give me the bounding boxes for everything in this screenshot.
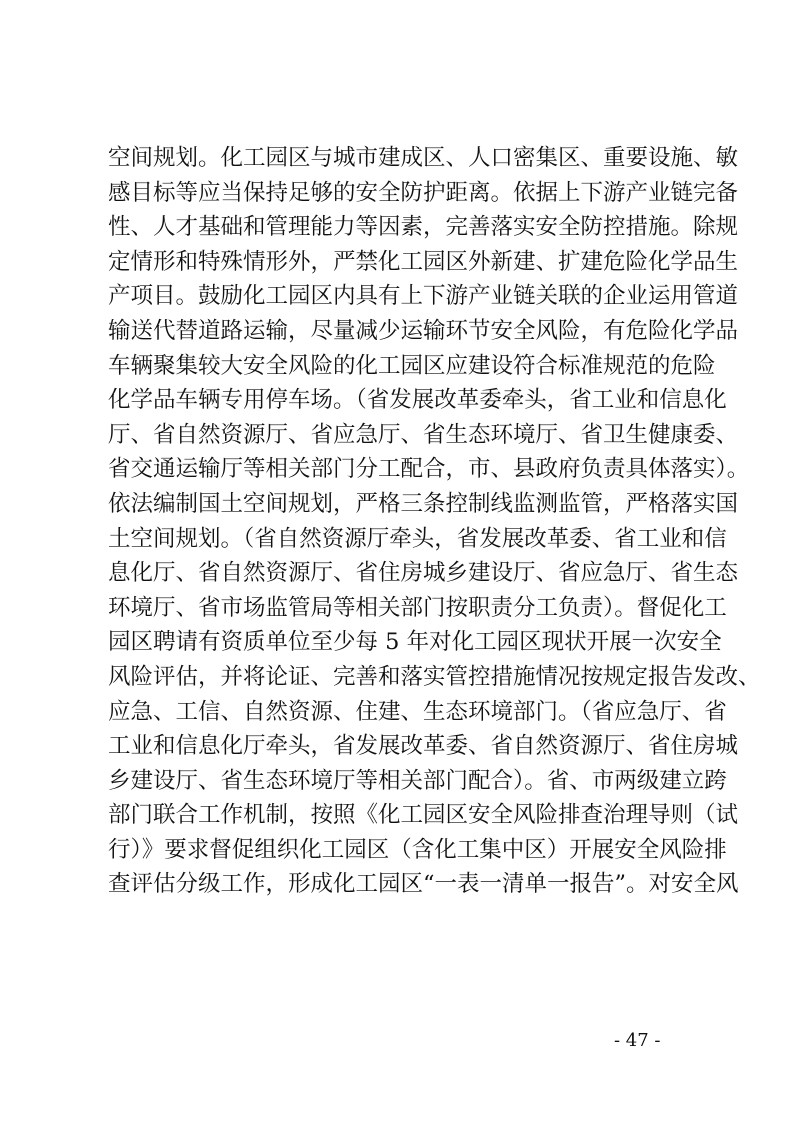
text-line: 工业和信息化厅牵头，省发展改革委、省自然资源厅、省住房城 — [108, 733, 739, 760]
text-line: 土空间规划。（省自然资源厅牵头，省发展改革委、省工业和信 — [108, 525, 727, 552]
text-line: 风险评估，并将论证、完善和落实管控措施情况按规定报告发改、 — [108, 663, 761, 690]
text-line: 查评估分级工作，形成化工园区“一表一清单一报告”。对安全风 — [108, 871, 739, 898]
text-line: 环境厅、省市场监管局等相关部门按职责分工负责）。督促化工 — [108, 594, 727, 621]
page-number: - 47 - — [614, 1030, 661, 1051]
text-line: 化学品车辆专用停车场。（省发展改革委牵头，省工业和信息化 — [108, 387, 727, 414]
text-line: 乡建设厅、省生态环境厅等相关部门配合）。省、市两级建立跨 — [108, 767, 727, 794]
text-line: 车辆聚集较大安全风险的化工园区应建设符合标准规范的危险 — [108, 352, 716, 379]
text-line: 省交通运输厅等相关部门分工配合，市、县政府负责具体落实）。 — [108, 456, 750, 483]
text-line: 部门联合工作机制，按照《化工园区安全风险排查治理导则（试 — [108, 802, 739, 829]
text-line: 性、人才基础和管理能力等因素，完善落实安全防控措施。除规 — [108, 214, 739, 241]
text-line: 厅、省自然资源厅、省应急厅、省生态环境厅、省卫生健康委、 — [108, 421, 739, 448]
text-line: 行）》要求督促组织化工园区（含化工集中区）开展安全风险排 — [108, 836, 727, 863]
body-text — [108, 141, 761, 902]
text-line: 感目标等应当保持足够的安全防护距离。依据上下游产业链完备 — [108, 179, 739, 206]
text-line: 息化厅、省自然资源厅、省住房城乡建设厅、省应急厅、省生态 — [108, 560, 739, 587]
text-line: 产项目。鼓励化工园区内具有上下游产业链关联的企业运用管道 — [108, 283, 739, 310]
text-line: 空间规划。化工园区与城市建成区、人口密集区、重要设施、敏 — [108, 145, 739, 171]
text-line: 应急、工信、自然资源、住建、生态环境部门。（省应急厅、省 — [108, 698, 727, 725]
text-line: 依法编制国土空间规划，严格三条控制线监测监管，严格落实国 — [108, 490, 739, 517]
text-line: 定情形和特殊情形外，严禁化工园区外新建、扩建危险化学品生 — [108, 248, 739, 275]
text-line: 园区聘请有资质单位至少每 5 年对化工园区现状开展一次安全 — [108, 629, 722, 656]
text-line: 输送代替道路运输，尽量减少运输环节安全风险，有危险化学品 — [108, 317, 739, 344]
